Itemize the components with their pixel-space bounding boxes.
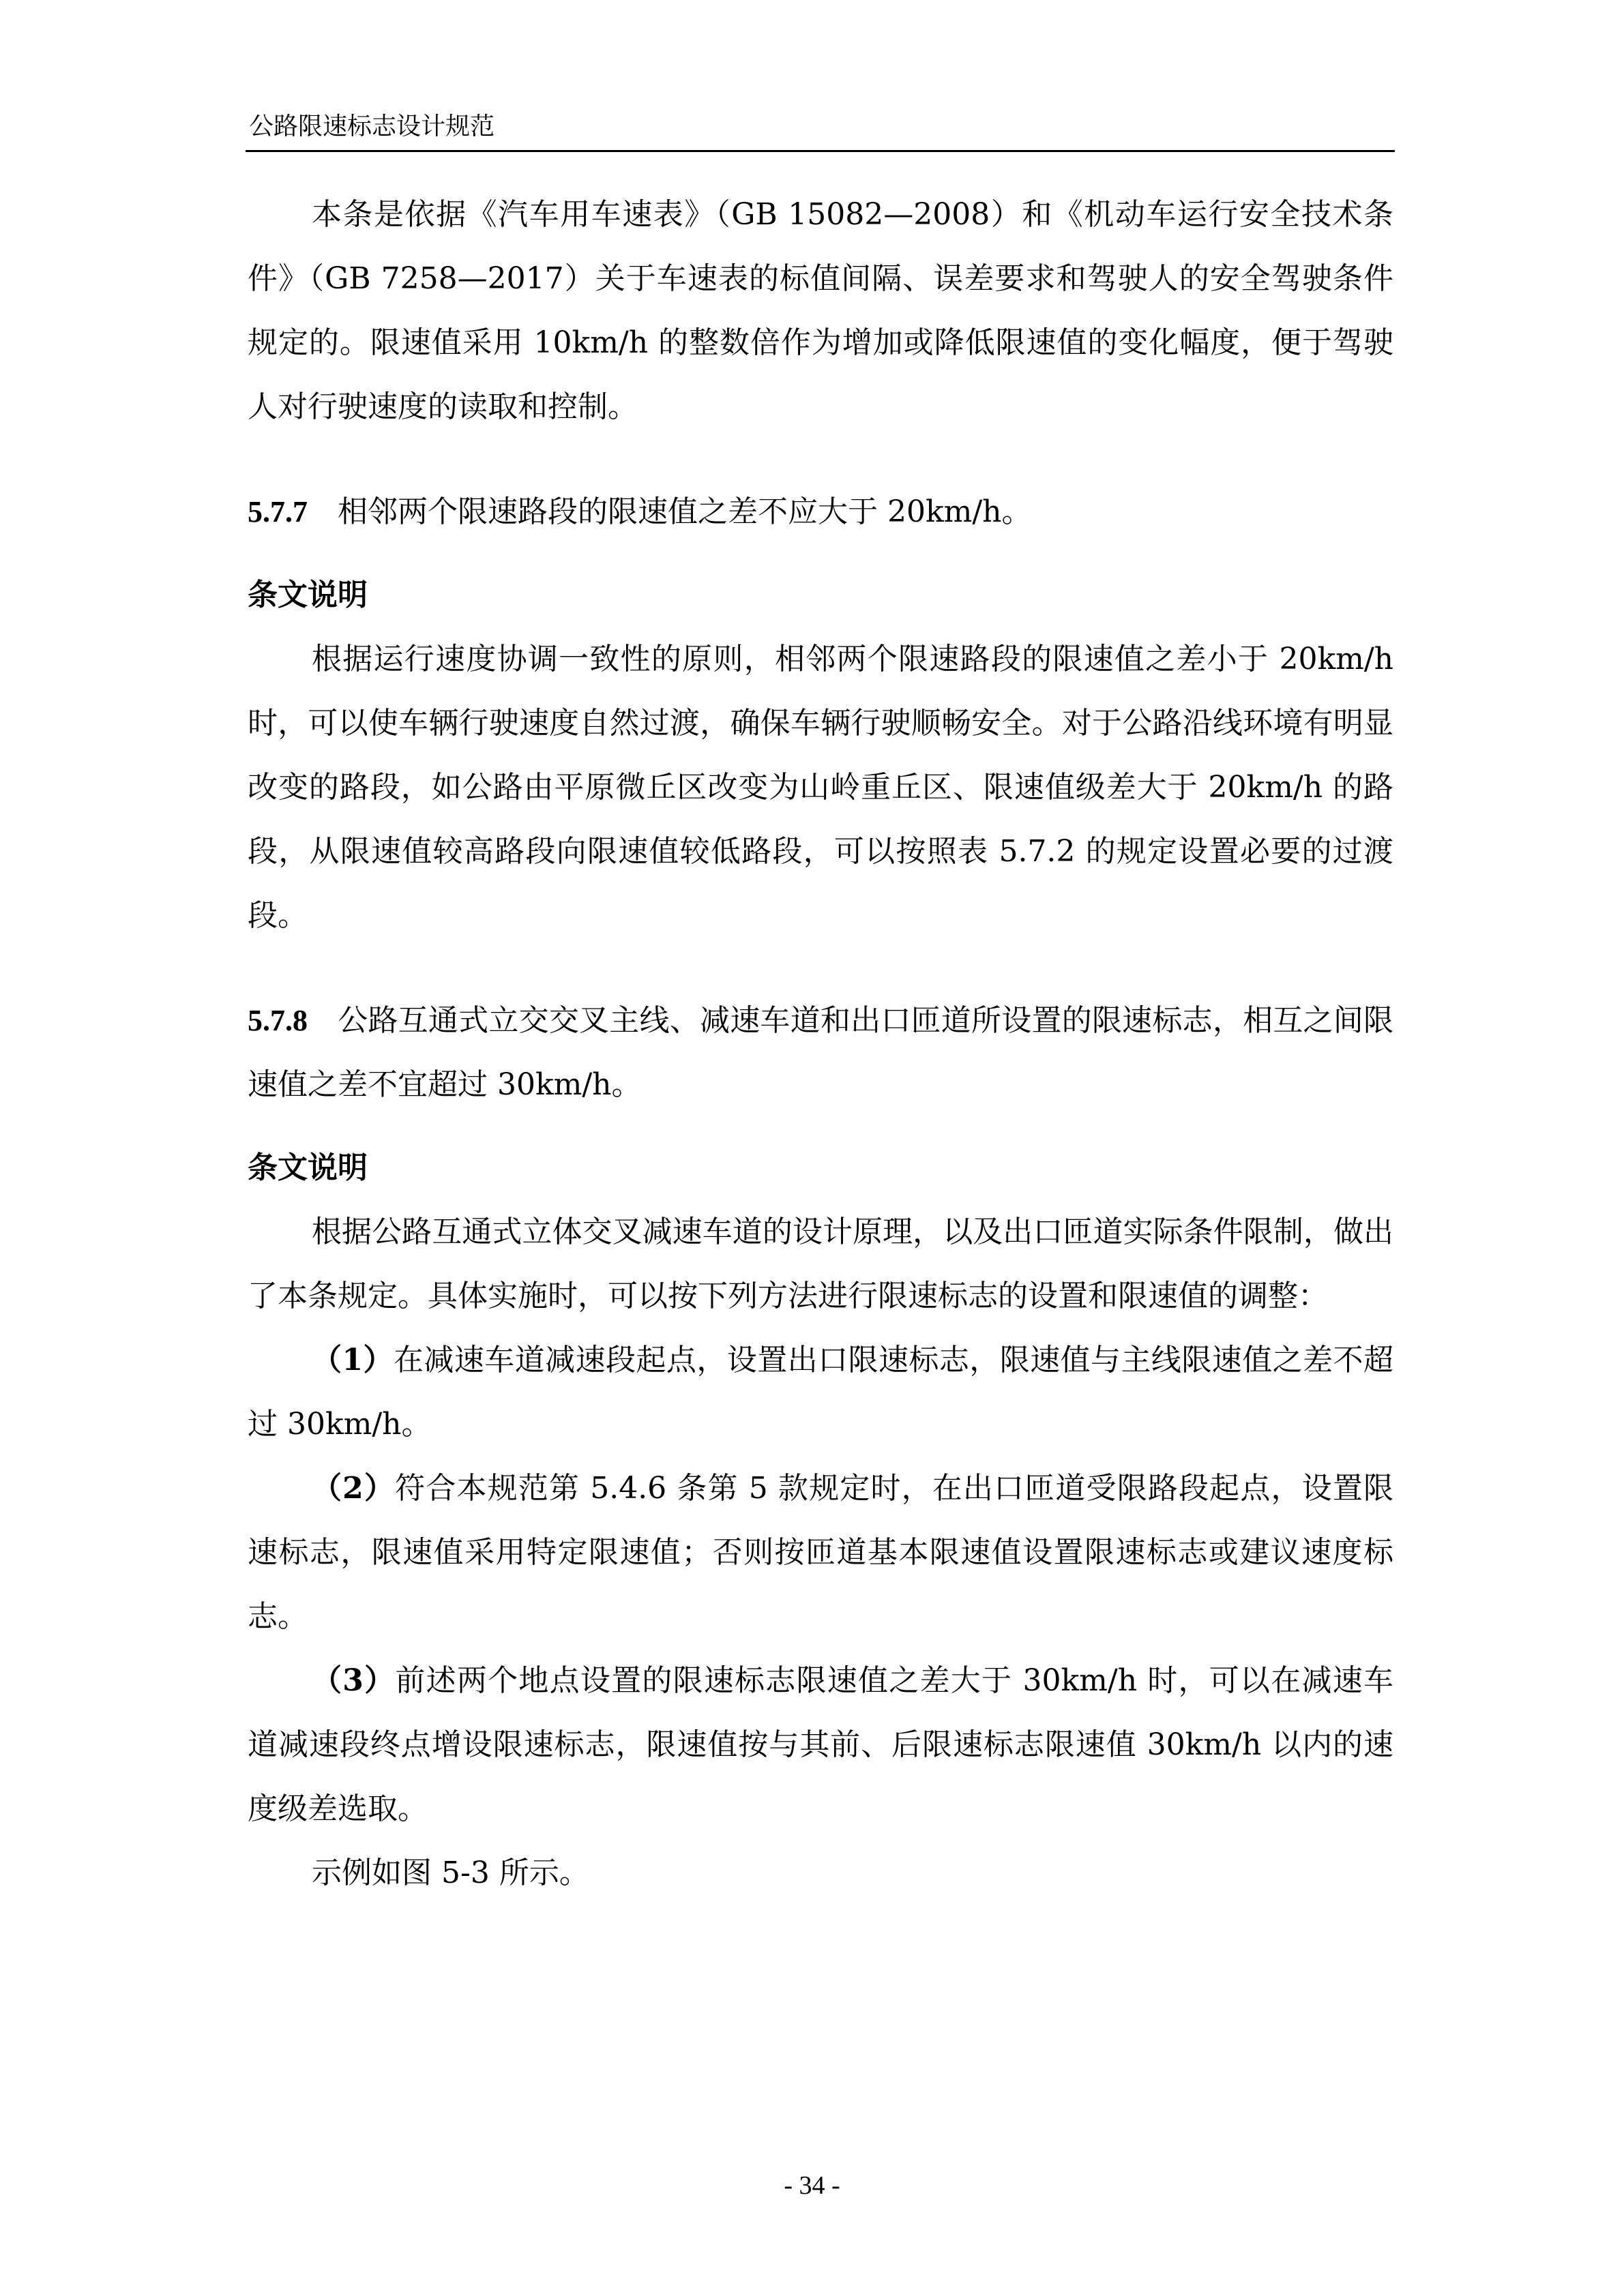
paragraph-explanation-5-7-8: 根据公路互通式立体交叉减速车道的设计原理，以及出口匝道实际条件限制，做出了本条规定。具体实施时，可以按下列方法进行限速标志的设置和限速值的调整： xyxy=(248,1214,1393,1313)
page-number: - 34 - xyxy=(784,2171,840,2200)
paragraph-gb-basis: 本条是依据《汽车用车速表》（GB 15082—2008）和《机动车运行安全技术条件》（GB 7258—2017）关于车速表的标值间隔、误差要求和驾驶人的安全驾驶条件规定的。限速值采用 10km/h 的整数倍作为增加或降低限速值的变化幅度，便于驾驶人对行驶速度的读取和控制。 xyxy=(248,197,1393,424)
running-header: 公路限速标志设计规范 xyxy=(249,113,495,140)
clause-number: 5.7.8 xyxy=(248,1004,308,1037)
clause-5-7-8 xyxy=(248,989,1393,1117)
list-item-number: （3） xyxy=(312,1663,396,1698)
paragraph-figure-reference: 示例如图 5-3 所示。 xyxy=(312,1855,589,1890)
list-item-3 xyxy=(248,1649,1393,1841)
clause-text: 相邻两个限速路段的限速值之差不应大于 20km/h。 xyxy=(338,494,1032,529)
explanation-label: 条文说明 xyxy=(248,578,368,612)
header-rule xyxy=(246,150,1395,152)
paragraph-explanation-5-7-7: 根据运行速度协调一致性的原则，相邻两个限速路段的限速值之差小于 20km/h 时，可以使车辆行驶速度自然过渡，确保车辆行驶顺畅安全。对于公路沿线环境有明显改变的路段，如公路由平原微丘区改变为山岭重丘区、限速值级差大于 20km/h 的路段，从限速值较高路段向限速值较低路段，可以按照表 5.7.2 的规定设置必要的过渡段。 xyxy=(248,642,1393,933)
clause-text: 公路互通式立交交叉主线、减速车道和出口匝道所设置的限速标志，相互之间限速值之差不宜超过 30km/h。 xyxy=(248,1003,1393,1102)
page-body xyxy=(248,183,1393,1905)
list-item-number: （2） xyxy=(312,1471,396,1506)
list-item-text: 在减速车道减速段起点，设置出口限速标志，限速值与主线限速值之差不超过 30km/h。 xyxy=(248,1343,1393,1442)
list-item-2 xyxy=(248,1457,1393,1649)
explanation-label: 条文说明 xyxy=(248,1150,368,1185)
clause-number: 5.7.7 xyxy=(248,495,308,528)
clause-5-7-7 xyxy=(248,480,1393,544)
list-item-text: 前述两个地点设置的限速标志限速值之差大于 30km/h 时，可以在减速车道减速段终点增设限速标志，限速值按与其前、后限速标志限速值 30km/h 以内的速度级差选取。 xyxy=(248,1663,1393,1826)
list-item-1 xyxy=(248,1328,1393,1457)
list-item-text: 符合本规范第 5.4.6 条第 5 款规定时，在出口匝道受限路段起点，设置限速标志，限速值采用特定限速值；否则按匝道基本限速值设置限速标志或建议速度标志。 xyxy=(248,1471,1393,1634)
list-item-number: （1） xyxy=(312,1343,394,1377)
